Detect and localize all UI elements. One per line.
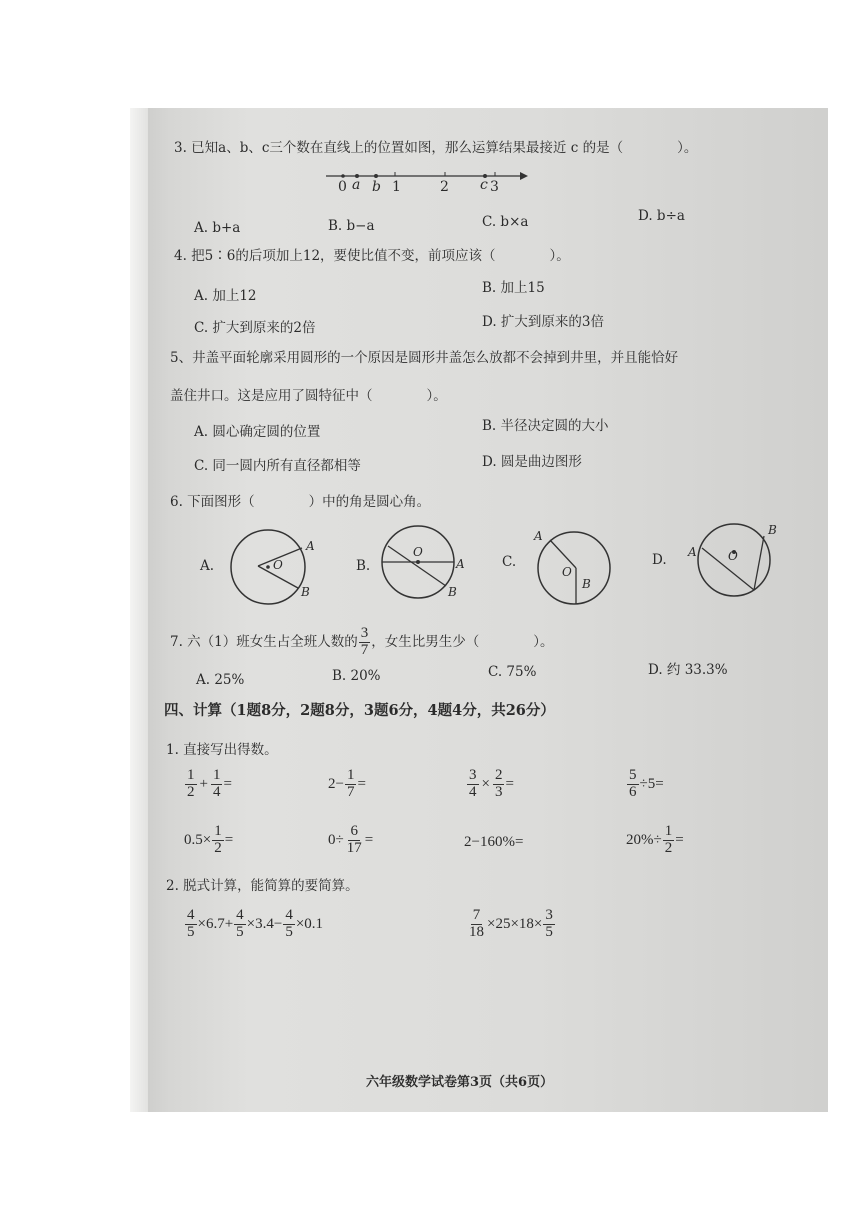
c1-f2d: 5: [236, 923, 244, 940]
r1e4-post: ÷5=: [639, 775, 664, 792]
q4-option-c: C. 扩大到原来的2倍: [194, 320, 316, 336]
q6-option-d: D.: [652, 552, 667, 568]
c2-f1d: 18: [469, 923, 484, 940]
r2-expr-2: [328, 824, 373, 857]
q3-option-a: A. b+a: [194, 220, 241, 236]
page-footer: 六年级数学试卷第3页（共6页）: [366, 1075, 554, 1090]
c1-t3: ×0.1: [295, 915, 324, 932]
r2-expr-4: [626, 824, 684, 857]
q3-option-c: C. b×a: [482, 214, 529, 230]
q5-option-b: B. 半径决定圆的大小: [482, 418, 609, 434]
r1e3-eq: =: [505, 775, 514, 792]
r2e2-eq: =: [364, 831, 374, 848]
r1e4-ad: 6: [629, 783, 637, 800]
q6-option-b: B.: [356, 558, 371, 574]
q4-option-a: A. 加上12: [194, 288, 257, 304]
r1e4-an: 5: [629, 767, 637, 783]
c1-f3d: 5: [285, 923, 293, 940]
q6d-label-o: O: [728, 549, 738, 563]
calc-part2-title: 2. 脱式计算，能简算的要简算。: [166, 878, 359, 894]
q5-option-c: C. 同一圆内所有直径都相等: [194, 458, 361, 474]
q6-option-a: A.: [200, 558, 215, 574]
r1-expr-2: [328, 768, 366, 801]
q6a-label-a: A: [306, 539, 315, 553]
q6b-label-o: O: [413, 545, 423, 559]
nl-2: 2: [440, 179, 449, 195]
q4-option-d: D. 扩大到原来的3倍: [482, 314, 605, 330]
q7-option-c: C. 75%: [488, 664, 537, 680]
r1e2-pre: 2−: [328, 775, 344, 792]
nl-c: c: [480, 177, 488, 193]
q6b-label-b: B: [448, 585, 457, 599]
r1e1-ad: 2: [187, 783, 195, 800]
r1e2-bn: 1: [346, 767, 355, 783]
c2-t1: ×25×18×: [487, 915, 543, 932]
r2-expr-1: [184, 824, 233, 857]
q6b-label-a: A: [456, 557, 465, 571]
q3-option-d: D. b÷a: [638, 208, 685, 224]
q6-option-c: C.: [502, 554, 517, 570]
c1-f2n: 4: [236, 907, 244, 923]
r1-expr-4: [626, 768, 664, 801]
r2e1-bn: 1: [214, 823, 222, 839]
c2-f1n: 7: [472, 907, 481, 923]
r1e3-bd: 3: [494, 783, 503, 800]
c1-t2: ×3.4−: [246, 915, 283, 932]
q7-frac-den: 7: [360, 641, 369, 658]
r1-expr-3: [466, 768, 514, 801]
q3-stem: 3. 已知a、b、c三个数在直线上的位置如图，那么运算结果最接近 c 的是（ ）。: [174, 140, 698, 156]
r2e1-eq: =: [224, 831, 234, 848]
q7-frac-num: 3: [360, 625, 369, 641]
r1e2-eq: =: [357, 775, 366, 792]
c1-f1n: 4: [187, 907, 195, 923]
q6-figure-c: [530, 526, 620, 606]
c1-f1d: 5: [187, 923, 195, 940]
nl-b: b: [372, 179, 381, 195]
nl-0: 0: [338, 179, 347, 195]
calc-part1-title: 1. 直接写出得数。: [166, 742, 278, 758]
r2e4-bn: 1: [664, 823, 673, 839]
q7-option-b: B. 20%: [332, 668, 381, 684]
r1e1-eq: =: [223, 775, 232, 792]
nl-3: 3: [490, 179, 499, 195]
q3-option-b: B. b−a: [328, 218, 375, 234]
q5-option-d: D. 圆是曲边图形: [482, 454, 582, 470]
r1e3-an: 3: [469, 767, 477, 783]
r2e2-bn: 6: [350, 823, 358, 839]
r1e1-op: +: [199, 775, 208, 792]
q5-stem-line2: 盖住井口。这是应用了圆特征中（ ）。: [170, 388, 447, 404]
r1e3-ad: 4: [469, 783, 477, 800]
calc2-expr-2: [466, 908, 556, 941]
q6a-label-b: B: [301, 585, 310, 599]
r1e1-bn: 1: [212, 767, 221, 783]
c1-t1: ×6.7+: [197, 915, 234, 932]
section4-title: 四、计算（1题8分，2题8分，3题6分，4题4分，共26分）: [164, 702, 555, 719]
r2e4-pre: 20%÷: [626, 831, 662, 848]
c2-f2n: 3: [545, 907, 553, 923]
q7-option-a: A. 25%: [196, 672, 245, 688]
q4-stem: 4. 把5∶6的后项加上12，要使比值不变，前项应该（ ）。: [174, 248, 570, 264]
q6c-label-b: B: [582, 577, 591, 591]
r2-expr-3: 2−160%=: [464, 834, 524, 850]
r1e3-op: ×: [481, 775, 490, 792]
q6d-label-a: A: [688, 545, 697, 559]
q4-option-b: B. 加上15: [482, 280, 545, 296]
q7-stem-post: ，女生比男生少（ ）。: [371, 633, 554, 650]
calc2-expr-1: [184, 908, 323, 941]
q7-stem: [170, 626, 554, 659]
q6-stem: 6. 下面图形（ ）中的角是圆心角。: [170, 494, 431, 510]
r2e1-bd: 2: [214, 839, 222, 856]
r2e4-bd: 2: [664, 839, 673, 856]
q5-option-a: A. 圆心确定圆的位置: [194, 424, 321, 440]
r1-expr-1: [184, 768, 232, 801]
nl-a: a: [352, 177, 361, 193]
q6d-label-b: B: [768, 523, 777, 537]
r1e3-bn: 2: [494, 767, 503, 783]
nl-1: 1: [392, 179, 401, 195]
r2e1-pre: 0.5×: [184, 831, 212, 848]
q6c-label-o: O: [562, 565, 572, 579]
r2e4-eq: =: [675, 831, 684, 848]
q7-option-d: D. 约 33.3%: [648, 662, 728, 678]
q7-fraction: [359, 626, 371, 659]
c2-f2d: 5: [545, 923, 553, 940]
exam-page: [130, 108, 828, 1112]
r1e2-bd: 7: [346, 783, 355, 800]
q7-stem-pre: 7. 六（1）班女生占全班人数的: [170, 633, 358, 650]
r2e2-pre: 0÷: [328, 831, 344, 848]
r2e2-bd: 17: [346, 839, 362, 856]
r1e1-bd: 4: [212, 783, 221, 800]
q5-stem-line1: 5、井盖平面轮廓采用圆形的一个原因是圆形井盖怎么放都不会掉到井里，并且能恰好: [170, 350, 679, 366]
q6a-label-o: O: [273, 558, 283, 572]
c1-f3n: 4: [285, 907, 293, 923]
q6c-label-a: A: [534, 529, 543, 543]
r1e1-an: 1: [187, 767, 195, 783]
